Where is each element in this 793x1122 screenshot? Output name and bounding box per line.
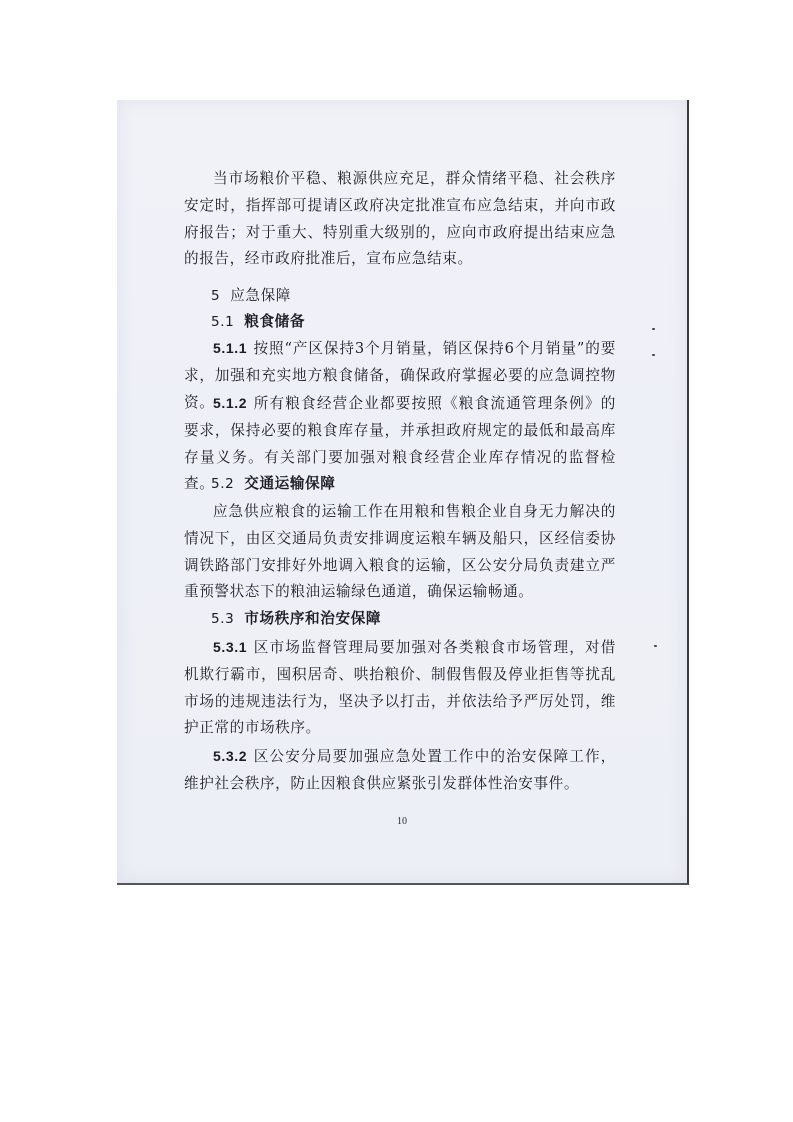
heading-5-3 bbox=[211, 606, 381, 632]
heading-5-1-number: 5.1 bbox=[211, 314, 235, 330]
clause-5-3-1-text: 区市场监督管理局要加强对各类粮食市场管理，对借机欺行霸市，囤积居奇、哄抬粮价、制假售假及停业拒售等扰乱市场的违规违法行为，坚决予以打击，并依法给予严厉处罚，维护正常的市场秩序。 bbox=[184, 639, 616, 737]
paragraph-intro bbox=[184, 166, 616, 273]
clause-5-3-2 bbox=[184, 743, 616, 798]
heading-5 bbox=[211, 283, 291, 309]
heading-5-2 bbox=[211, 471, 335, 497]
scan-speck bbox=[652, 354, 655, 356]
heading-5-3-title: 市场秩序和治安保障 bbox=[244, 610, 382, 627]
clause-5-1-1-number: 5.1.1 bbox=[213, 340, 248, 356]
page-number: 10 bbox=[397, 816, 407, 827]
heading-5-1 bbox=[211, 309, 305, 335]
clause-5-3-1 bbox=[184, 634, 616, 742]
heading-5-2-title: 交通运输保障 bbox=[244, 475, 336, 492]
heading-5-1-title: 粮食储备 bbox=[244, 313, 306, 330]
document-body bbox=[117, 100, 687, 883]
heading-5-number: 5 bbox=[211, 288, 221, 304]
clause-5-1-2-number: 5.1.2 bbox=[213, 395, 248, 411]
clause-5-1-1-text: 按照“产区保持3个月销量，销区保持6个月销量”的要求，加强和充实地方粮食储备，确保政府掌握必要的应急调控物资。 bbox=[184, 340, 616, 411]
scan-speck bbox=[654, 645, 657, 647]
heading-5-3-number: 5.3 bbox=[211, 611, 235, 627]
paragraph-5-2-text: 应急供应粮食的运输工作在用粮和售粮企业自身无力解决的情况下，由区交通局负责安排调度运粮车辆及船只，区经信委协调铁路部门安排好外地调入粮食的运输，区公安分局负责建立严重预警状态下的粮油运输绿色通道，确保运输畅通。 bbox=[184, 503, 616, 601]
clause-5-3-2-number: 5.3.2 bbox=[213, 748, 248, 764]
scan-speck bbox=[652, 328, 655, 330]
clause-5-3-1-number: 5.3.1 bbox=[213, 639, 248, 655]
paragraph-intro-text: 当市场粮价平稳、粮源供应充足，群众情绪平稳、社会秩序安定时，指挥部可提请区政府决定批准宣布应急结束，并向市政府报告；对于重大、特别重大级别的，应向市政府提出结束应急的报告，经市政府批准后，宣布应急结束。 bbox=[184, 170, 616, 268]
clause-5-3-2-text: 区公安分局要加强应急处置工作中的治安保障工作，维护社会秩序，防止因粮食供应紧张引发群体性治安事件。 bbox=[184, 748, 616, 792]
paragraph-5-2 bbox=[184, 499, 616, 606]
heading-5-title: 应急保障 bbox=[230, 287, 291, 304]
scanned-page bbox=[117, 100, 689, 885]
clause-5-1-2-text: 所有粮食经营企业都要按照《粮食流通管理条例》的要求，保持必要的粮食库存量，并承担政府规定的最低和最高库存量义务。有关部门要加强对粮食经营企业库存情况的监督检查。 bbox=[184, 395, 616, 493]
heading-5-2-number: 5.2 bbox=[211, 476, 235, 492]
